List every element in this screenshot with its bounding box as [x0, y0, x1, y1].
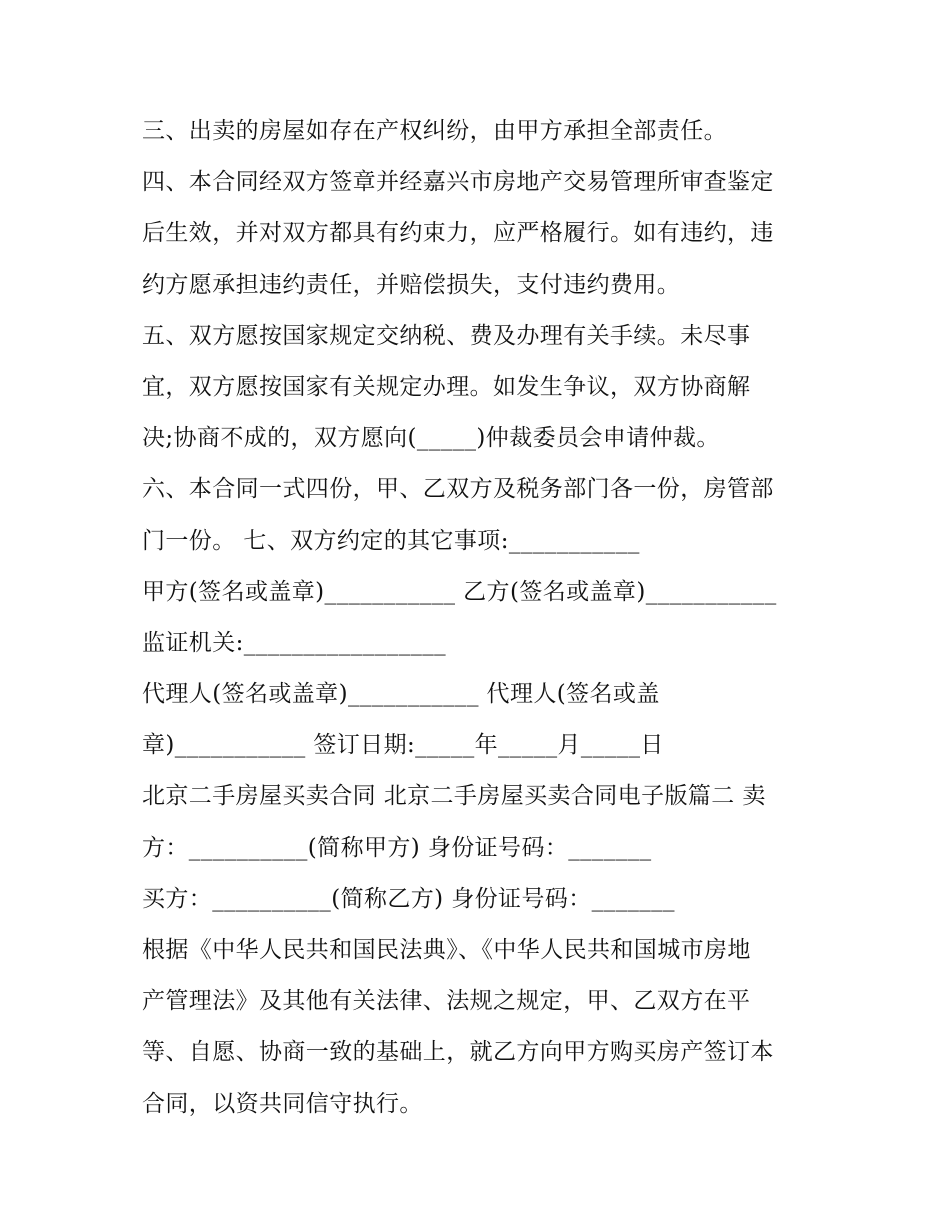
text-line: 决;协商不成的，双方愿向(_____)仲裁委员会申请仲裁。	[142, 425, 720, 452]
text-line: 合同，以资共同信守执行。	[142, 1090, 423, 1117]
text-line: 方：__________(简称甲方) 身份证号码：_______	[142, 834, 652, 861]
text-line: 产管理法》及其他有关法律、法规之规定，甲、乙双方在平	[142, 988, 751, 1015]
contract-text	[142, 106, 822, 1130]
text-line: 章)___________ 签订日期:_____年_____月_____日	[142, 732, 664, 759]
text-line: 监证机关:_________________	[142, 629, 447, 656]
text-line: 甲方(签名或盖章)___________ 乙方(签名或盖章)___________	[142, 578, 777, 605]
text-line: 北京二手房屋买卖合同 北京二手房屋买卖合同电子版篇二 卖	[142, 783, 766, 810]
text-line: 等、自愿、协商一致的基础上，就乙方向甲方购买房产签订本	[142, 1039, 774, 1066]
text-line: 三、出卖的房屋如存在产权纠纷，由甲方承担全部责任。	[142, 118, 727, 144]
text-line: 后生效，并对双方都具有约束力，应严格履行。如有违约，违	[142, 220, 774, 247]
text-line: 代理人(签名或盖章)___________ 代理人(签名或盖	[142, 681, 660, 708]
text-line: 宜，双方愿按国家有关规定办理。如发生争议，双方协商解	[142, 373, 751, 400]
text-line: 约方愿承担违约责任，并赔偿损失，支付违约费用。	[142, 271, 681, 298]
text-line: 四、本合同经双方签章并经嘉兴市房地产交易管理所审查鉴定	[142, 169, 774, 196]
text-line: 六、本合同一式四份，甲、乙双方及税务部门各一份，房管部	[142, 476, 774, 503]
text-line: 门一份。 七、双方约定的其它事项:___________	[142, 527, 640, 554]
text-line: 根据《中华人民共和国民法典》、《中华人民共和国城市房地	[142, 937, 751, 963]
text-line: 五、双方愿按国家规定交纳税、费及办理有关手续。未尽事	[142, 322, 751, 349]
text-line: 买方：__________(简称乙方) 身份证号码：_______	[142, 885, 675, 912]
